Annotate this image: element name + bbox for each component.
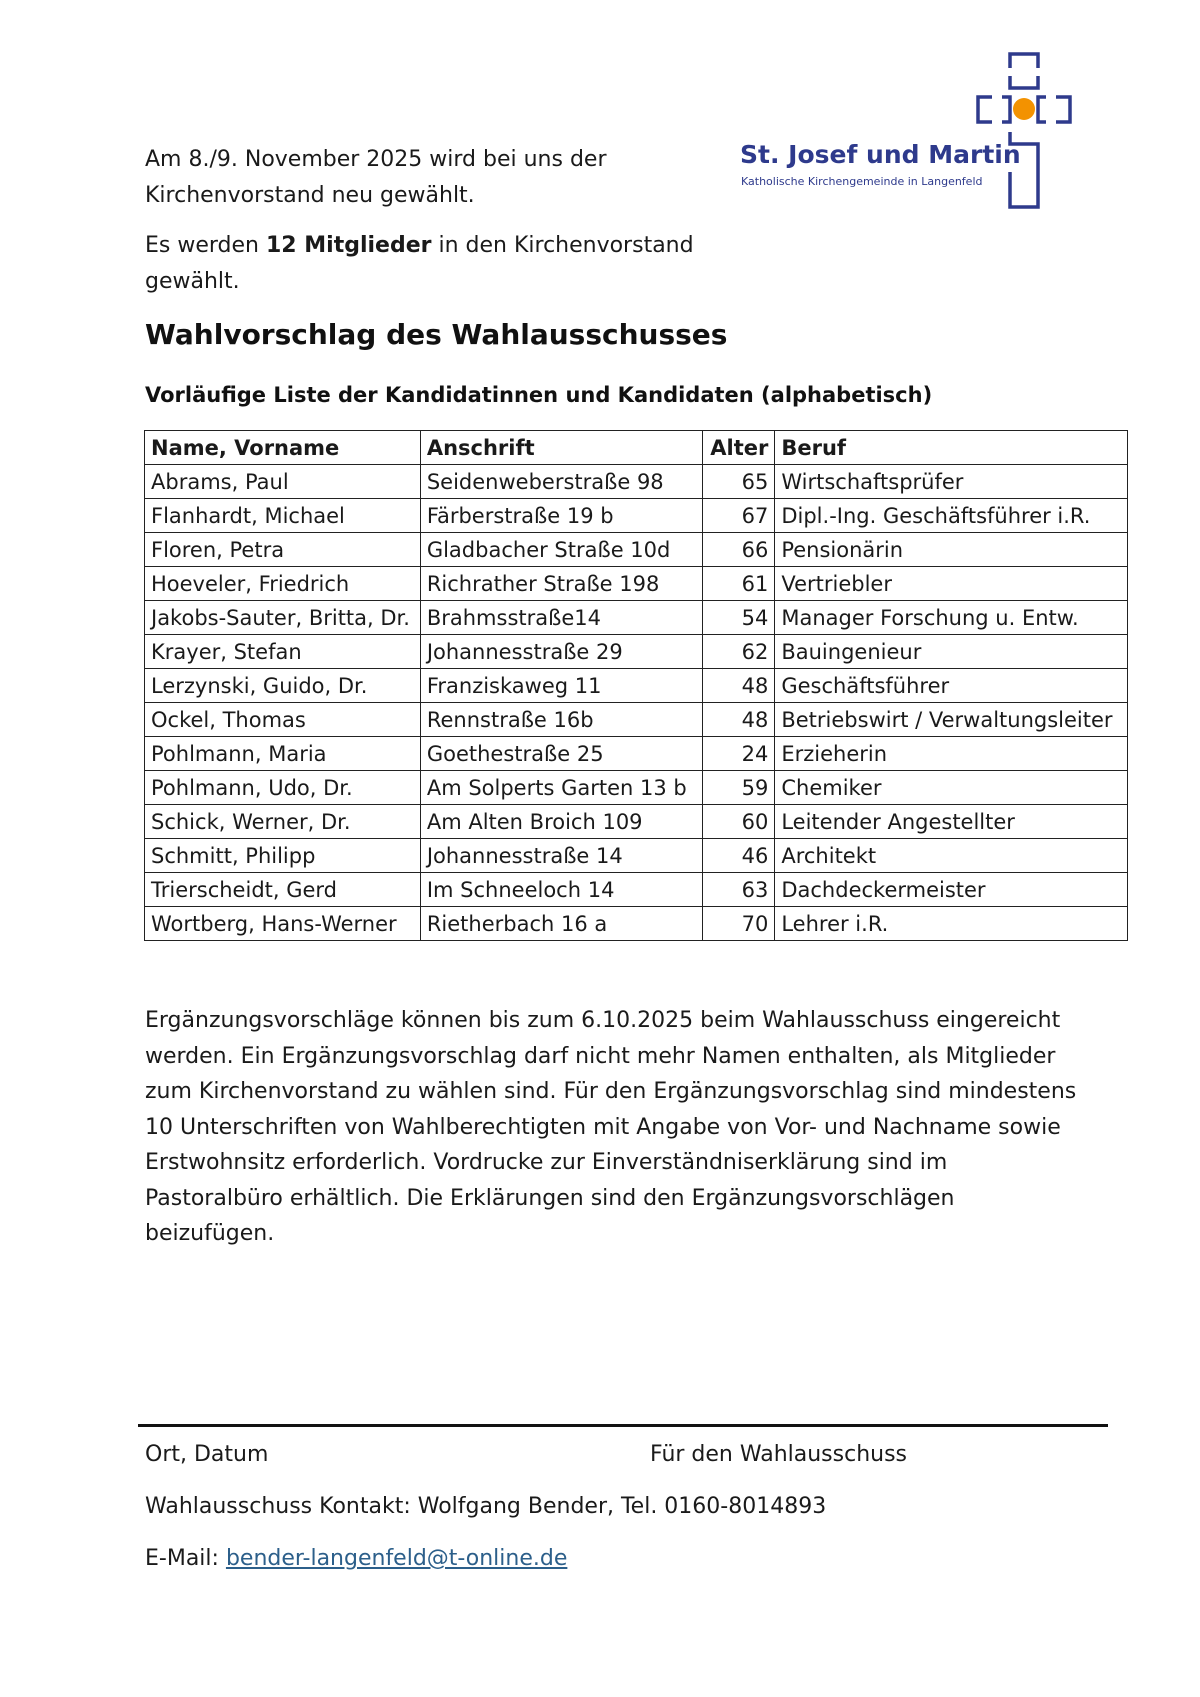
cell-address: Im Schneeloch 14 [420, 873, 703, 907]
cell-age: 48 [703, 703, 775, 737]
cell-age: 54 [703, 601, 775, 635]
cell-name: Trierscheidt, Gerd [145, 873, 421, 907]
cell-profession: Architekt [775, 839, 1128, 873]
cross-right-inner [1038, 97, 1046, 122]
committee-signature-label: Für den Wahlausschuss [650, 1442, 908, 1467]
cell-profession: Betriebswirt / Verwaltungsleiter [775, 703, 1128, 737]
logo-name: St. Josef und Martin [740, 140, 1021, 169]
cell-name: Flanhardt, Michael [145, 499, 421, 533]
cross-left-bracket [978, 97, 992, 122]
cross-top-bracket [1010, 54, 1038, 68]
cell-age: 24 [703, 737, 775, 771]
cell-age: 61 [703, 567, 775, 601]
table-header-row [145, 431, 1128, 465]
cell-name: Hoeveler, Friedrich [145, 567, 421, 601]
candidate-table [144, 430, 1128, 941]
logo-subtitle: Katholische Kirchengemeinde in Langenfeld [741, 175, 983, 188]
parish-logo [740, 52, 1100, 222]
intro-election-date: Am 8./9. November 2025 wird bei uns der Kirchenvorstand neu gewählt. [145, 147, 607, 208]
header-address: Anschrift [420, 431, 703, 465]
cell-address: Am Solperts Garten 13 b [420, 771, 703, 805]
cell-name: Schick, Werner, Dr. [145, 805, 421, 839]
cross-left-inner [1002, 97, 1010, 122]
cell-profession: Wirtschaftsprüfer [775, 465, 1128, 499]
cell-profession: Geschäftsführer [775, 669, 1128, 703]
cross-bottom-stem [1010, 132, 1038, 207]
cell-address: Richrather Straße 198 [420, 567, 703, 601]
cell-address: Johannesstraße 14 [420, 839, 703, 873]
email-line [145, 1546, 567, 1571]
cell-age: 66 [703, 533, 775, 567]
cell-profession: Manager Forschung u. Entw. [775, 601, 1128, 635]
list-subtitle: Vorläufige Liste der Kandidatinnen und Kandidaten (alphabetisch) [145, 383, 933, 407]
cell-age: 46 [703, 839, 775, 873]
cell-address: Rietherbach 16 a [420, 907, 703, 941]
table-row [145, 839, 1128, 873]
table-row [145, 771, 1128, 805]
cell-name: Jakobs-Sauter, Britta, Dr. [145, 601, 421, 635]
cell-age: 48 [703, 669, 775, 703]
cell-name: Wortberg, Hans-Werner [145, 907, 421, 941]
cell-age: 65 [703, 465, 775, 499]
cell-name: Pohlmann, Maria [145, 737, 421, 771]
cell-profession: Dachdeckermeister [775, 873, 1128, 907]
cross-sun-dot [1013, 98, 1035, 120]
intro-member-count [145, 228, 705, 300]
cell-address: Franziskaweg 11 [420, 669, 703, 703]
intro-member-count-post: in den Kirchenvorstand gewählt. [145, 233, 694, 294]
cell-address: Gladbacher Straße 10d [420, 533, 703, 567]
cell-address: Goethestraße 25 [420, 737, 703, 771]
table-row [145, 499, 1128, 533]
cell-age: 63 [703, 873, 775, 907]
contact-info: Wahlausschuss Kontakt: Wolfgang Bender, Tel. 0160-8014893 [145, 1494, 827, 1519]
cell-age: 60 [703, 805, 775, 839]
table-row [145, 805, 1128, 839]
header-name: Name, Vorname [145, 431, 421, 465]
cell-profession: Bauingenieur [775, 635, 1128, 669]
intro-member-count-bold: 12 Mitglieder [265, 233, 432, 258]
email-link[interactable]: bender-langenfeld@t-online.de [225, 1546, 568, 1571]
email-label: E-Mail: [145, 1546, 226, 1571]
cell-address: Brahmsstraße14 [420, 601, 703, 635]
header-age: Alter [703, 431, 775, 465]
cell-age: 62 [703, 635, 775, 669]
cell-name: Pohlmann, Udo, Dr. [145, 771, 421, 805]
cell-address: Johannesstraße 29 [420, 635, 703, 669]
cell-age: 59 [703, 771, 775, 805]
cell-profession: Erzieherin [775, 737, 1128, 771]
cell-name: Abrams, Paul [145, 465, 421, 499]
table-row [145, 737, 1128, 771]
cell-profession: Pensionärin [775, 533, 1128, 567]
cell-name: Krayer, Stefan [145, 635, 421, 669]
cell-profession: Dipl.-Ing. Geschäftsführer i.R. [775, 499, 1128, 533]
table-row [145, 635, 1128, 669]
table-row [145, 907, 1128, 941]
cell-age: 67 [703, 499, 775, 533]
cell-name: Floren, Petra [145, 533, 421, 567]
header-profession: Beruf [775, 431, 1128, 465]
cell-profession: Lehrer i.R. [775, 907, 1128, 941]
table-row [145, 567, 1128, 601]
cross-top-stem [1010, 76, 1038, 88]
table-row [145, 669, 1128, 703]
supplement-note: Ergänzungsvorschläge können bis zum 6.10.2025 beim Wahlausschuss eingereicht werden. Ein Ergänzungsvorschlag darf nicht mehr Namen enthalten, als Mitglieder zum Kirchenvorstand zu wählen sind. Für den Ergänzungsvorschlag sind mindestens 10 Unterschriften von Wahlberechtigten mit Angabe von Vor- und Nachname sowie Erstwohnsitz erforderlich. Vordrucke zur Einverständniserklärung sind im Pastoralbüro erhältlich. Die Erklärungen sind den Ergänzungsvorschlägen beizufügen. [145, 1008, 1077, 1246]
cell-name: Ockel, Thomas [145, 703, 421, 737]
place-date-label: Ort, Datum [145, 1442, 269, 1467]
signature-line [138, 1424, 1108, 1427]
page-title: Wahlvorschlag des Wahlausschusses [145, 318, 728, 351]
table-row [145, 873, 1128, 907]
cell-address: Rennstraße 16b [420, 703, 703, 737]
cross-right-bracket [1056, 97, 1070, 122]
cell-profession: Leitender Angestellter [775, 805, 1128, 839]
table-row [145, 533, 1128, 567]
table-row [145, 703, 1128, 737]
cell-name: Lerzynski, Guido, Dr. [145, 669, 421, 703]
cell-age: 70 [703, 907, 775, 941]
cell-address: Am Alten Broich 109 [420, 805, 703, 839]
table-row [145, 465, 1128, 499]
cell-name: Schmitt, Philipp [145, 839, 421, 873]
cell-profession: Chemiker [775, 771, 1128, 805]
intro-member-count-pre: Es werden [145, 233, 266, 258]
cell-profession: Vertriebler [775, 567, 1128, 601]
cross-icon [972, 52, 1082, 212]
cell-address: Seidenweberstraße 98 [420, 465, 703, 499]
cell-address: Färberstraße 19 b [420, 499, 703, 533]
table-row [145, 601, 1128, 635]
